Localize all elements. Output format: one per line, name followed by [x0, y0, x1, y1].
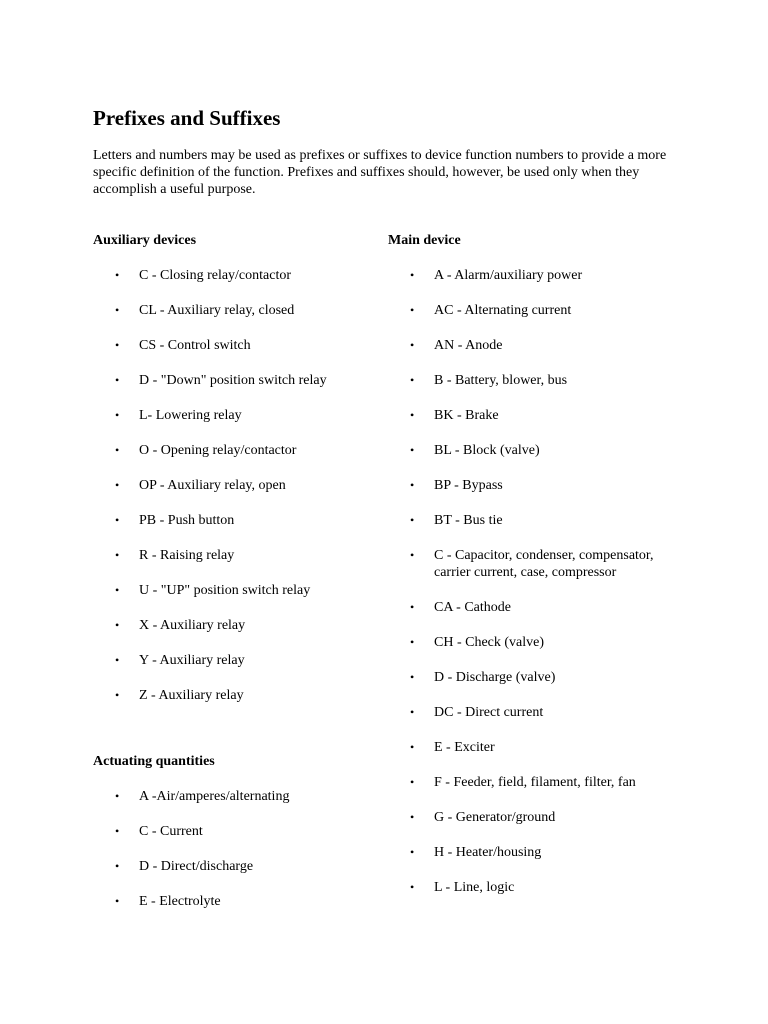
bullet-icon: •	[115, 373, 120, 387]
bullet-icon: •	[410, 705, 415, 719]
list-item	[93, 582, 327, 599]
list-item-text: C - Closing relay/contactor	[139, 268, 292, 283]
list-item-text: A -Air/amperes/alternating	[139, 789, 290, 804]
bullet-icon: •	[115, 789, 120, 803]
list-item	[388, 669, 684, 686]
list-item	[388, 442, 684, 459]
list-item-text: O - Opening relay/contactor	[139, 443, 297, 458]
main-device-list	[388, 267, 684, 914]
list-item-text: BK - Brake	[434, 408, 499, 423]
list-item-text: D - Direct/discharge	[139, 859, 254, 874]
list-item-text: B - Battery, blower, bus	[434, 373, 568, 388]
bullet-icon: •	[410, 478, 415, 492]
list-item	[93, 687, 327, 704]
list-item	[388, 774, 684, 791]
list-item-text: L- Lowering relay	[139, 408, 242, 423]
bullet-icon: •	[115, 443, 120, 457]
list-item	[93, 617, 327, 634]
list-item	[388, 634, 684, 651]
list-item-text: CS - Control switch	[139, 338, 251, 353]
bullet-icon: •	[410, 670, 415, 684]
list-item	[93, 512, 327, 529]
list-item-text: Z - Auxiliary relay	[139, 688, 244, 703]
list-item-text: CH - Check (valve)	[434, 635, 545, 650]
bullet-icon: •	[115, 268, 120, 282]
bullet-icon: •	[410, 880, 415, 894]
list-item	[388, 739, 684, 756]
list-item	[388, 704, 684, 721]
bullet-icon: •	[115, 894, 120, 908]
bullet-icon: •	[115, 824, 120, 838]
list-item	[93, 442, 327, 459]
list-item-text: PB - Push button	[139, 513, 235, 528]
list-item	[388, 844, 684, 861]
list-item	[93, 372, 327, 389]
list-item-text: L - Line, logic	[434, 880, 515, 895]
list-item	[388, 879, 684, 896]
main-device-heading: Main device	[388, 233, 461, 248]
bullet-icon: •	[410, 303, 415, 317]
list-item-text: CA - Cathode	[434, 600, 511, 615]
bullet-icon: •	[410, 513, 415, 527]
bullet-icon: •	[115, 653, 120, 667]
list-item-text: H - Heater/housing	[434, 845, 542, 860]
bullet-icon: •	[410, 845, 415, 859]
list-item	[93, 788, 289, 805]
list-item	[388, 512, 684, 529]
list-item-text: AN - Anode	[434, 338, 503, 353]
list-item-text: E - Electrolyte	[139, 894, 221, 909]
bullet-icon: •	[115, 408, 120, 422]
list-item-text: X - Auxiliary relay	[139, 618, 246, 633]
list-item	[388, 337, 684, 354]
list-item	[388, 372, 684, 389]
bullet-icon: •	[115, 583, 120, 597]
bullet-icon: •	[115, 338, 120, 352]
bullet-icon: •	[410, 548, 415, 562]
list-item	[93, 407, 327, 424]
bullet-icon: •	[410, 268, 415, 282]
list-item	[388, 599, 684, 616]
list-item-text: BP - Bypass	[434, 478, 503, 493]
bullet-icon: •	[115, 859, 120, 873]
intro-paragraph: Letters and numbers may be used as prefixes or suffixes to device function numbers to provide a more specific definition of the function. Prefixes and suffixes should, however, be used only when they accomplish a useful purpose.	[93, 148, 667, 197]
bullet-icon: •	[410, 810, 415, 824]
list-item	[388, 302, 684, 319]
list-item-text: D - Discharge (valve)	[434, 670, 556, 685]
bullet-icon: •	[115, 688, 120, 702]
bullet-icon: •	[410, 443, 415, 457]
list-item	[388, 547, 684, 581]
actuating-quantities-heading: Actuating quantities	[93, 754, 215, 769]
list-item-text: C - Capacitor, condenser, compensator, carrier current, case, compressor	[434, 548, 654, 580]
list-item	[93, 302, 327, 319]
list-item	[388, 267, 684, 284]
list-item	[93, 652, 327, 669]
list-item	[93, 267, 327, 284]
auxiliary-devices-list	[93, 267, 327, 722]
list-item-text: Y - Auxiliary relay	[139, 653, 245, 668]
list-item-text: AC - Alternating current	[434, 303, 572, 318]
bullet-icon: •	[410, 635, 415, 649]
list-item-text: DC - Direct current	[434, 705, 544, 720]
list-item	[93, 547, 327, 564]
bullet-icon: •	[115, 478, 120, 492]
right-column	[388, 0, 688, 1024]
list-item	[93, 823, 289, 840]
list-item-text: C - Current	[139, 824, 203, 839]
bullet-icon: •	[115, 548, 120, 562]
list-item-text: G - Generator/ground	[434, 810, 556, 825]
bullet-icon: •	[115, 618, 120, 632]
list-item	[93, 337, 327, 354]
list-item	[93, 893, 289, 910]
bullet-icon: •	[115, 303, 120, 317]
bullet-icon: •	[115, 513, 120, 527]
list-item	[93, 477, 327, 494]
list-item-text: BT - Bus tie	[434, 513, 503, 528]
list-item-text: D - "Down" position switch relay	[139, 373, 327, 388]
list-item	[388, 809, 684, 826]
bullet-icon: •	[410, 775, 415, 789]
page-title: Prefixes and Suffixes	[93, 106, 281, 130]
list-item	[388, 477, 684, 494]
bullet-icon: •	[410, 338, 415, 352]
list-item-text: E - Exciter	[434, 740, 495, 755]
list-item-text: U - "UP" position switch relay	[139, 583, 311, 598]
list-item-text: A - Alarm/auxiliary power	[434, 268, 583, 283]
bullet-icon: •	[410, 600, 415, 614]
list-item-text: BL - Block (valve)	[434, 443, 540, 458]
bullet-icon: •	[410, 408, 415, 422]
list-item-text: OP - Auxiliary relay, open	[139, 478, 286, 493]
auxiliary-devices-heading: Auxiliary devices	[93, 233, 197, 248]
list-item-text: CL - Auxiliary relay, closed	[139, 303, 295, 318]
list-item	[93, 858, 289, 875]
bullet-icon: •	[410, 373, 415, 387]
actuating-quantities-list	[93, 788, 289, 928]
list-item	[388, 407, 684, 424]
list-item-text: R - Raising relay	[139, 548, 235, 563]
left-column	[93, 0, 393, 1024]
bullet-icon: •	[410, 740, 415, 754]
list-item-text: F - Feeder, field, filament, filter, fan	[434, 775, 636, 790]
